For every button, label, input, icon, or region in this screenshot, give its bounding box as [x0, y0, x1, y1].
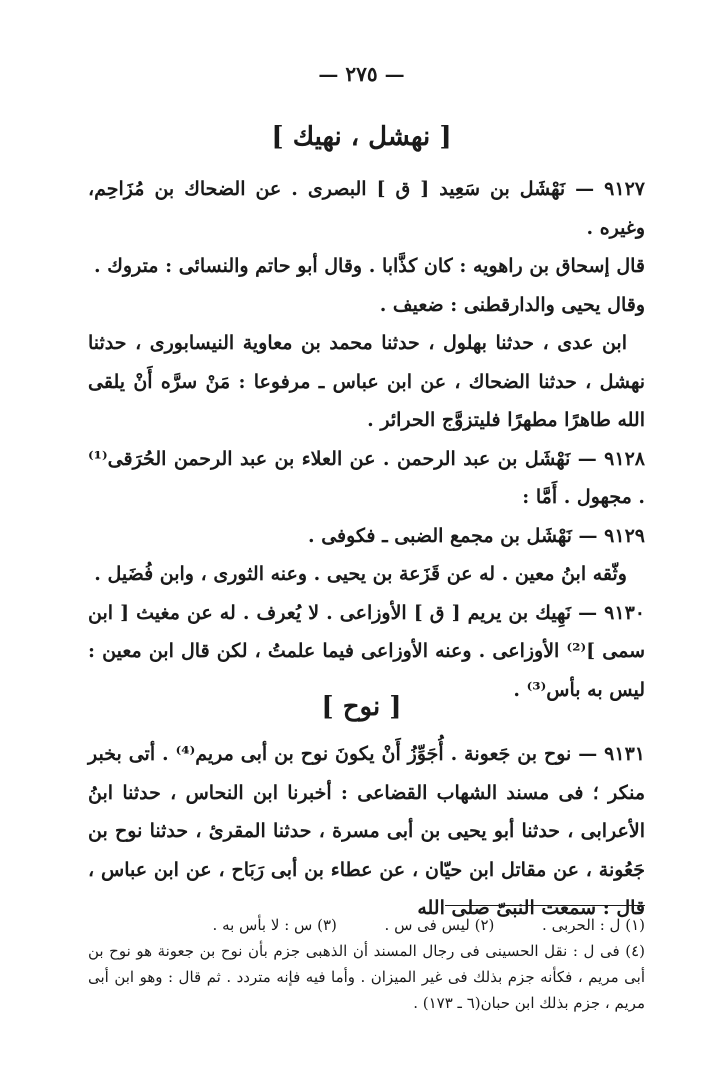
- entry-9127-critique: قال إسحاق بن راهويه : كان كذَّابا . وقال أبو حاتم والنسائى : متروك .: [94, 255, 645, 277]
- section-heading-nahshal: [ نهشل ، نهيك ]: [271, 122, 452, 152]
- entries-block-2: [88, 735, 645, 928]
- entry-9127-hadith: ابن عدى ، حدثنا بهلول ، حدثنا محمد بن معاوية النيسابورى ، حدثنا نهشل ، حدثنا الضحاك ، عن ابن عباس ـ مرفوعا : مَنْ سرَّه أَنْ يلقى الله طاهرًا مطهرًا فليتزوَّج الحرائر .: [88, 332, 645, 431]
- footnote-divider: [445, 905, 645, 906]
- entry-9131: ٩١٣١ — نوح بن جَعونة . أُجَوِّزُ أَنْ يكونَ نوح بن أبى مريم⁽⁴⁾ . أتى بخبر منكر ؛ فى مسند الشهاب القضاعى : أخبرنا ابن النحاس ، حدثنا ابنُ الأعرابى ، حدثنا أبو يحيى بن أبى مسرة ، حدثنا المقرئ ، حدثنا نوح بن جَعُونة ، عن مقاتل ابن حيّان ، عن عطاء بن أبى رَبَاح ، عن ابن عباس ، قال : سمعت النبىّ صلى الله: [88, 743, 645, 919]
- entries-block-1: [88, 170, 645, 709]
- entry-9127: ٩١٢٧ — نَهْشَل بن سَعِيد [ ق ] البصرى . عن الضحاك بن مُزَاحِم، وغيره .: [88, 178, 645, 239]
- entry-9130: ٩١٣٠ — نَهِيك بن يريم [ ق ] الأوزاعى . لا يُعرف . له عن مغيث [ ابن سمى ]⁽²⁾ الأوزاعى . وعنه الأوزاعى فيما علمتُ ، لكن قال ابن معين : ليس به بأس⁽³⁾ .: [88, 601, 645, 701]
- entry-9128: ٩١٢٨ — نَهْشَل بن عبد الرحمن . عن العلاء بن عبد الرحمن الحُرَقى⁽¹⁾ . مجهول . أَمَّا :: [88, 447, 645, 508]
- footnotes: [88, 912, 645, 1016]
- footnote-line-2: (٤) فى ل : نقل الحسينى فى رجال المسند أن الذهبى جزم بأن نوح بن جعونة هو نوح بن أبى مريم ، فكأنه جزم بذلك فى غير الميزان . وأما فيه فإنه متردد . ثم قال : وهو ابن أبى مريم ، جزم بذلك ابن حبان(٦ ـ ١٧٣) .: [88, 942, 645, 1012]
- entry-9129: ٩١٢٩ — نَهْشَل بن مجمع الضبى ـ فكوفى .: [307, 524, 645, 547]
- footnote-line-1: (١) ل : الحربى . (٢) ليس فى س . (٣) س : لا بأس به .: [212, 916, 645, 934]
- entry-9129-note: وثّقه ابنُ معين . له عن قَزَعة بن يحيى . وعنه الثورى ، وابن فُضَيل .: [94, 563, 627, 585]
- section-heading-nuh: [ نوح ]: [321, 692, 402, 722]
- page-number: — ٢٧٥ —: [318, 62, 405, 86]
- entry-9127-critique-2: وقال يحيى والدارقطنى : ضعيف .: [379, 293, 645, 316]
